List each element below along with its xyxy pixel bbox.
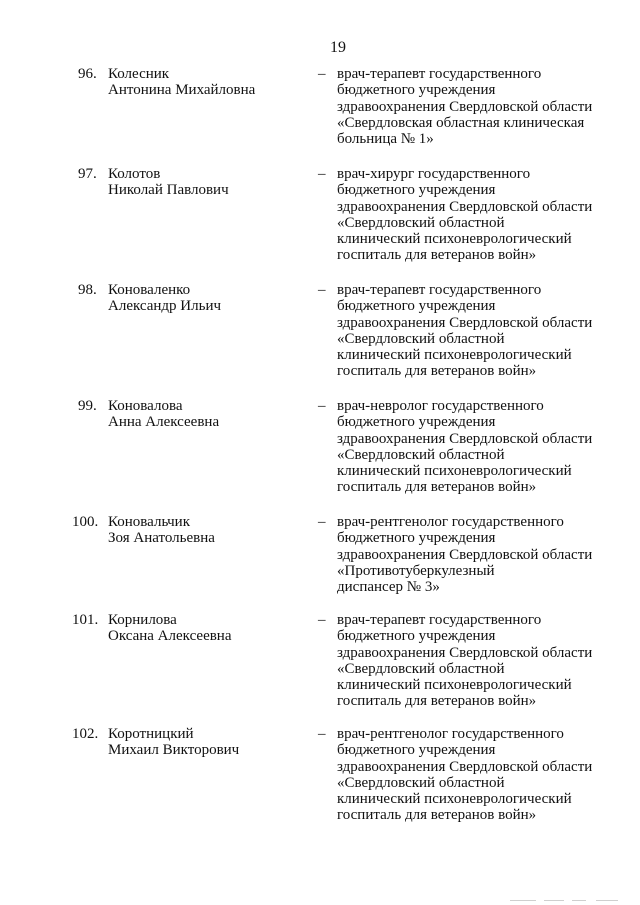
- dash-separator: –: [318, 66, 326, 82]
- given-names: Оксана Алексеевна: [108, 628, 232, 645]
- desc-line: врач-хирург государственного: [337, 166, 531, 182]
- desc-line: госпиталь для ветеранов войн»: [337, 693, 537, 710]
- position-description: [337, 514, 607, 595]
- desc-line: госпиталь для ветеранов войн»: [337, 247, 537, 264]
- desc-line: бюджетного учреждения: [337, 82, 496, 99]
- desc-line: бюджетного учреждения: [337, 628, 496, 645]
- desc-line: больница № 1»: [337, 131, 434, 148]
- surname: Колесник: [108, 66, 170, 82]
- given-names: Анна Алексеевна: [108, 414, 220, 431]
- surname: Коновальчик: [108, 514, 191, 530]
- position-description: [337, 282, 607, 380]
- entry-number: 102.: [72, 726, 99, 742]
- entry-number: 101.: [72, 612, 99, 628]
- entry-number: 99.: [78, 398, 97, 414]
- scan-artifact: [596, 900, 618, 901]
- surname: Корнилова: [108, 612, 177, 628]
- desc-line: клинический психоневрологический: [337, 347, 572, 364]
- desc-line: «Свердловский областной: [337, 446, 505, 463]
- person-name: [108, 398, 308, 431]
- dash-separator: –: [318, 514, 326, 530]
- given-names: Зоя Анатольевна: [108, 530, 215, 547]
- dash-separator: –: [318, 282, 326, 298]
- dash-separator: –: [318, 398, 326, 414]
- desc-line: госпиталь для ветеранов войн»: [337, 807, 537, 824]
- person-name: [108, 282, 308, 315]
- given-names: Александр Ильич: [108, 298, 222, 315]
- surname: Коноваленко: [108, 282, 191, 298]
- person-name: [108, 726, 308, 759]
- surname: Коновалова: [108, 398, 183, 414]
- position-description: [337, 612, 607, 710]
- desc-line: бюджетного учреждения: [337, 298, 496, 315]
- entry-number: 97.: [78, 166, 97, 182]
- desc-line: «Свердловский областной: [337, 660, 505, 677]
- desc-line: «Свердловский областной: [337, 214, 505, 231]
- entry-number: 96.: [78, 66, 97, 82]
- desc-line: здравоохранения Свердловской области: [337, 98, 593, 115]
- desc-line: врач-терапевт государственного: [337, 66, 542, 82]
- entry-number: 98.: [78, 282, 97, 298]
- desc-line: «Свердловский областной: [337, 330, 505, 347]
- desc-line: бюджетного учреждения: [337, 414, 496, 431]
- surname: Колотов: [108, 166, 161, 182]
- person-name: [108, 166, 308, 199]
- desc-line: врач-терапевт государственного: [337, 282, 542, 298]
- person-name: [108, 66, 308, 99]
- desc-line: клинический психоневрологический: [337, 677, 572, 694]
- position-description: [337, 66, 607, 147]
- dash-separator: –: [318, 726, 326, 742]
- desc-line: бюджетного учреждения: [337, 742, 496, 759]
- given-names: Михаил Викторович: [108, 742, 240, 759]
- scan-artifact: [572, 900, 586, 901]
- desc-line: клинический психоневрологический: [337, 463, 572, 480]
- entry-number: 100.: [72, 514, 99, 530]
- desc-line: врач-рентгенолог государственного: [337, 726, 564, 742]
- given-names: Николай Павлович: [108, 182, 229, 199]
- scan-artifact: [544, 900, 564, 901]
- desc-line: бюджетного учреждения: [337, 530, 496, 547]
- desc-line: здравоохранения Свердловской области: [337, 546, 593, 563]
- scan-artifact: [510, 900, 536, 901]
- desc-line: врач-рентгенолог государственного: [337, 514, 564, 530]
- position-description: [337, 166, 607, 264]
- dash-separator: –: [318, 166, 326, 182]
- desc-line: бюджетного учреждения: [337, 182, 496, 199]
- desc-line: здравоохранения Свердловской области: [337, 644, 593, 661]
- person-name: [108, 612, 308, 645]
- desc-line: «Свердловский областной: [337, 774, 505, 791]
- position-description: [337, 726, 607, 824]
- given-names: Антонина Михайловна: [108, 82, 256, 99]
- desc-line: «Свердловская областная клиническая: [337, 114, 585, 131]
- desc-line: врач-невролог государственного: [337, 398, 544, 414]
- desc-line: клинический психоневрологический: [337, 791, 572, 808]
- desc-line: госпиталь для ветеранов войн»: [337, 479, 537, 496]
- desc-line: «Противотуберкулезный: [337, 562, 495, 579]
- position-description: [337, 398, 607, 496]
- desc-line: здравоохранения Свердловской области: [337, 430, 593, 447]
- desc-line: здравоохранения Свердловской области: [337, 314, 593, 331]
- desc-line: здравоохранения Свердловской области: [337, 198, 593, 215]
- dash-separator: –: [318, 612, 326, 628]
- desc-line: клинический психоневрологический: [337, 231, 572, 248]
- desc-line: здравоохранения Свердловской области: [337, 758, 593, 775]
- desc-line: госпиталь для ветеранов войн»: [337, 363, 537, 380]
- person-name: [108, 514, 308, 547]
- page-number: 19: [330, 39, 346, 56]
- surname: Коротницкий: [108, 726, 194, 742]
- desc-line: врач-терапевт государственного: [337, 612, 542, 628]
- desc-line: диспансер № 3»: [337, 579, 440, 596]
